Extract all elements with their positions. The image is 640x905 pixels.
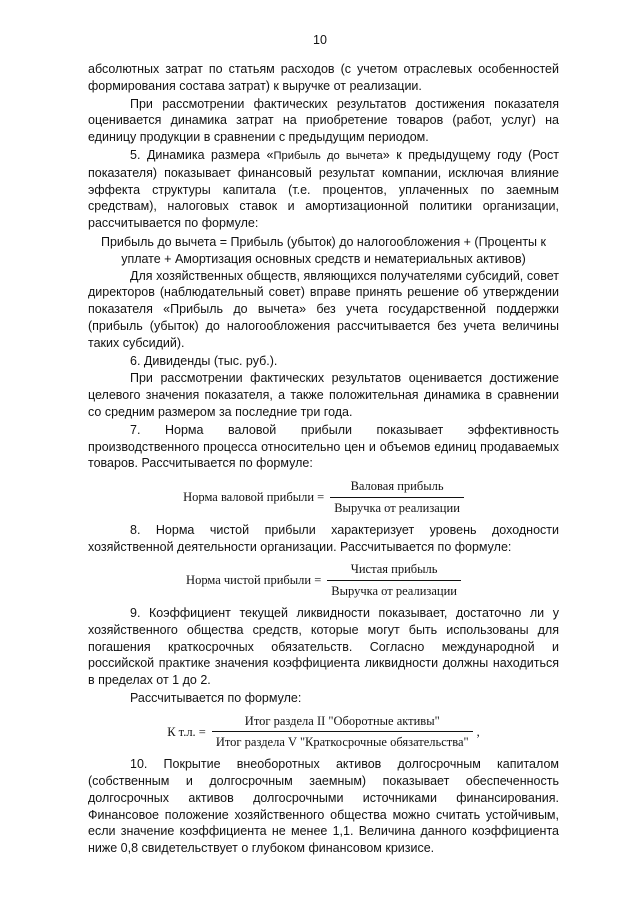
liquidity-formula	[88, 713, 559, 752]
liquidity-tail: ,	[476, 724, 480, 739]
paragraph-cost-ratio-end: абсолютных затрат по статьям расходов (с учетом отраслевых особенностей формирования состава затрат) к выручке от реализации.	[88, 62, 559, 93]
ebit-formula: Прибыль до вычета = Прибыль (убыток) до налогообложения + (Проценты к уплате + Амортизация основных средств и нематериальных активов)	[101, 234, 546, 266]
net-margin-denominator: Выручка от реализации	[327, 580, 461, 600]
paragraph-cost-dynamics: При рассмотрении фактических результатов достижения показателя оценивается динамика затрат на приобретение товаров (работ, услуг) на единицу продукции в сравнении с предыдущим периодом.	[88, 96, 559, 145]
paragraph-item-5	[88, 147, 559, 232]
liquidity-denominator: Итог раздела V "Краткосрочные обязательства"	[212, 731, 473, 751]
item-5-text-start: 5. Динамика размера «	[130, 147, 274, 162]
paragraph-item-6: 6. Дивиденды (тыс. руб.).	[130, 353, 278, 368]
liquidity-lhs: К т.л. =	[167, 724, 206, 739]
gross-margin-numerator: Валовая прибыль	[350, 479, 444, 494]
net-margin-fraction	[327, 561, 461, 600]
item-5-text-end: » к предыдущему году (Рост показателя) показывает финансовый результат компании, исключая влияние эффекта структуры капитала (т.е. процентов, уплаченных по заемным средствам), налоговых ставок и амортизационной политики организации, рассчитывается по формуле:	[88, 147, 559, 231]
gross-margin-fraction	[330, 478, 464, 517]
paragraph-item-8: 8. Норма чистой прибыли характеризует уровень доходности хозяйственной деятельности организации. Рассчитывается по формуле:	[88, 522, 559, 554]
paragraph-item-7: 7. Норма валовой прибыли показывает эффективность производственного процесса относительно цен и объемов единиц продаваемых товаров. Рассчитывается по формуле:	[88, 422, 559, 471]
paragraph-item-10: 10. Покрытие внеоборотных активов долгосрочным капиталом (собственным и долгосрочным заемным) показывает обеспеченность долгосрочных активов долгосрочными источниками финансирования. Финансовое положение хозяйственного общества можно считать устойчивым, если значение коэффициента не менее 1,1. Величина данного коэффициента ниже 0,8 свидетельствует о глубоком финансовом кризисе.	[88, 757, 559, 856]
paragraph-calc-note: Рассчитывается по формуле:	[130, 690, 302, 705]
gross-margin-lhs: Норма валовой прибыли =	[183, 490, 325, 505]
liquidity-fraction	[212, 713, 473, 752]
net-margin-numerator: Чистая прибыль	[350, 562, 438, 577]
gross-margin-formula	[88, 478, 559, 517]
paragraph-dividends: При рассмотрении фактических результатов оценивается достижение целевого значения показателя, а также положительная динамика в сравнении со средним размером за последние три года.	[88, 371, 559, 419]
item-5-term: Прибыль до вычета	[273, 149, 383, 162]
paragraph-item-9: 9. Коэффициент текущей ликвидности показывает, достаточно ли у хозяйственного общества средств, которые могут быть использованы для погашения краткосрочных обязательств. Согласно международной и российской практике значения коэффициента ликвидности должны находиться в пределах от 1 до 2.	[88, 605, 559, 688]
liquidity-numerator: Итог раздела II "Оборотные активы"	[244, 713, 440, 728]
net-margin-lhs: Норма чистой прибыли =	[186, 573, 322, 588]
paragraph-subsidies: Для хозяйственных обществ, являющихся получателями субсидий, совет директоров (наблюдательный совет) вправе принять решение об утверждении показателя «Прибыль до вычета» без учета государственной поддержки (прибыль (убыток) до налогообложения рассчитывается без учета величины таких субсидий).	[88, 268, 559, 350]
gross-margin-denominator: Выручка от реализации	[330, 497, 464, 517]
document-body	[88, 61, 559, 857]
net-margin-formula	[88, 561, 559, 600]
page-number: 10	[313, 33, 327, 47]
